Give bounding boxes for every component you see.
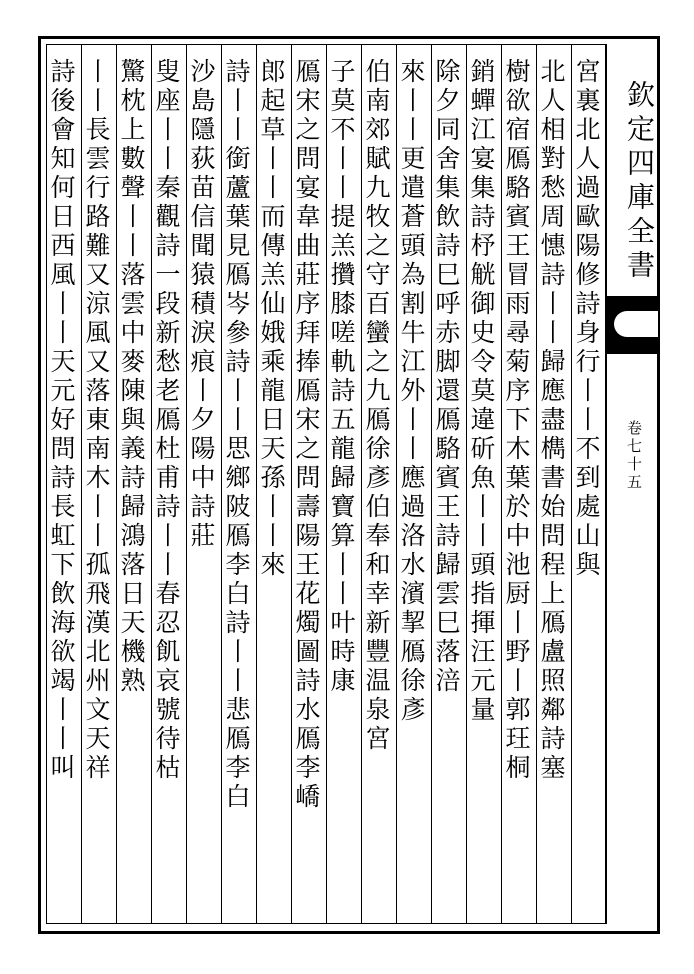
text-column: 詩丨丨銜蘆葉見鴈岑參詩丨丨思鄉陂鴈李白詩丨丨悲鴈李白 <box>222 58 251 812</box>
text-column: 鴈宋之問宴韋曲莊序拜捧鴈宋之問壽陽王花燭圖詩水鴈李嶠 <box>292 58 321 812</box>
text-column: 北人相對愁周憓詩丨丨歸應盡檇書始問程上鴈盧照鄰詩塞 <box>537 58 566 783</box>
margin-title: 欽定四庫全書 <box>623 80 656 284</box>
text-column: 樹欲宿鴈駱賓王冒雨尋菊序下木葉於中池厨丨野丨郭玨桐 <box>502 58 531 783</box>
text-column: 伯南郊賦九牧之守百蠻之九鴈徐彥伯奉和幸新豐温泉宮 <box>362 58 391 754</box>
text-column: 沙島隱荻苗信聞猿積淚痕丨夕陽中詩莊 <box>187 58 216 551</box>
text-column: 叟座丨丨秦觀詩一段新愁老鴈杜甫詩丨丨春忍飢哀號待枯 <box>152 58 181 783</box>
volume-label: 卷七十五 <box>625 420 643 492</box>
text-column: 驚枕上數聲丨丨落雲中麥陳與義詩歸鴻落日天機熟 <box>117 58 146 696</box>
text-column: 銷蟬江宴集詩杼觥御史令莫違斫魚丨丨頭指揮汪元量 <box>467 58 496 725</box>
text-column: 宮裏北人過歐陽修詩身行丨丨不到處山與 <box>572 58 601 580</box>
text-column: 子莫不丨丨提羔攢膝嗟軌詩五龍歸寶算丨丨叶時康 <box>327 58 356 696</box>
text-column: 來丨丨更遣蒼頭為割牛江外丨丨應過洛水濱挈鴈徐彥 <box>397 58 426 725</box>
text-column: 郎起草丨丨而傳羔仙娥乘龍日天孫丨丨來 <box>257 58 286 580</box>
fish-tail-fold-mark <box>606 296 658 354</box>
text-column: 詩後會知何日西風丨丨天元好問詩長虹下飲海欲竭丨丨叫 <box>47 58 76 783</box>
text-column: 丨丨長雲行路難又涼風又落東南木丨丨孤飛漢北州文天祥 <box>82 58 111 783</box>
text-column: 除夕同舍集飲詩巳呼赤脚還鴈駱賓王詩歸雲巳落涪 <box>432 58 461 696</box>
